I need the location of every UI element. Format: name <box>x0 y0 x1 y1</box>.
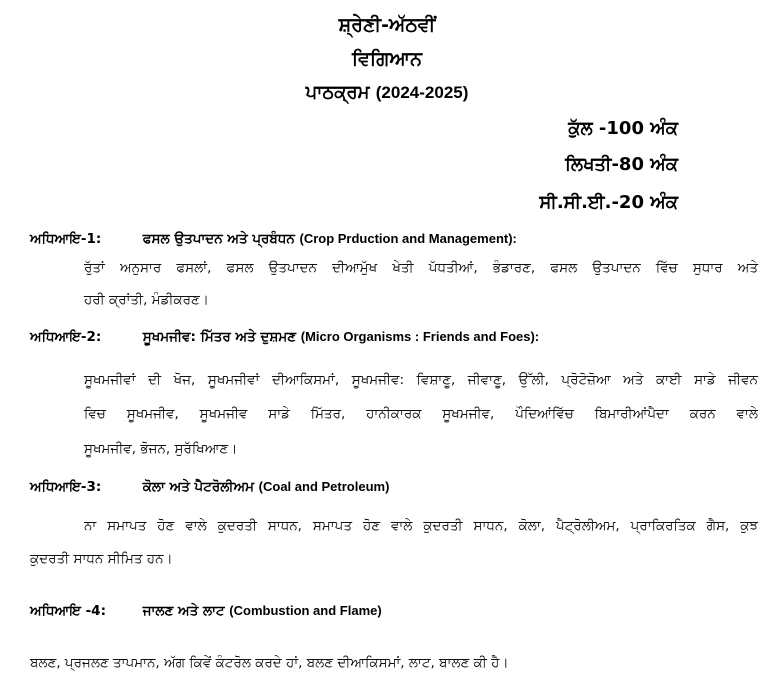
chapter-2-line-1: ਸੂਖਮਜੀਵਾਂ ਦੀ ਖੋਜ, ਸੂਖਮਜੀਵਾਂ ਦੀਆਕਿਸਮਾਂ, ਸੂਖਮਜੀਵ: ਵਿਸ਼ਾਣੂ, ਜੀਵਾਣੂ, ਉੱਲੀ, ਪ੍ਰੋਟੋਜ਼ੋਆ ਅਤੇ ਕਾਈ ਸਾਡੇ ਜੀਵਨ <box>84 372 758 388</box>
chapter-2-tag: ਅਧਿਆਇ-2: <box>30 329 102 345</box>
chapter-3-line-1: ਨਾ ਸਮਾਪਤ ਹੋਣ ਵਾਲੇ ਕੁਦਰਤੀ ਸਾਧਨ, ਸਮਾਪਤ ਹੋਣ ਵਾਲੇ ਕੁਦਰਤੀ ਸਾਧਨ, ਕੋਲਾ, ਪੈਟ੍ਰੋਲੀਅਮ, ਪ੍ਰਾਕਿਰਤਿਕ ਗੈਸ, ਕੁਝ <box>84 518 758 534</box>
chapter-1-line-1: ਰੁੱਤਾਂ ਅਨੁਸਾਰ ਫਸਲਾਂ, ਫਸਲ ਉਤਪਾਦਨ ਦੀਆਮੁੱਖ ਖੇਤੀ ਪੱਧਤੀਆਂ, ਭੰਡਾਰਣ, ਫਸਲ ਉਤਪਾਦਨ ਵਿੱਚ ਸੁਧਾਰ ਅਤੇ <box>84 260 758 276</box>
chapter-1-line-2: ਹਰੀ ਕ੍ਰਾਂਤੀ, ਮੰਡੀਕਰਣ। <box>84 292 209 308</box>
syllabus-label: ਪਾਠਕ੍ਰਮ <box>305 82 370 103</box>
chapter-1-english: (Crop Prduction and Management): <box>299 231 517 246</box>
chapter-1-tag: ਅਧਿਆਇ-1: <box>30 231 102 247</box>
class-heading: ਸ਼੍ਰੇਣੀ-ਅੱਠਵੀਂ <box>338 14 436 36</box>
written-marks: ਲਿਖਤੀ-80 ਅੰਕ <box>565 154 678 175</box>
subject-heading: ਵਿਗਿਆਨ <box>352 48 422 70</box>
chapter-3-line-2: ਕੁਦਰਤੀ ਸਾਧਨ ਸੀਮਿਤ ਹਨ। <box>30 551 173 567</box>
session-years: (2024-2025) <box>375 83 469 102</box>
chapter-2-english: (Micro Organisms : Friends and Foes): <box>300 329 540 344</box>
chapter-2-line-3: ਸੂਖਮਜੀਵ, ਭੋਜਨ, ਸੁਰੱਖਿਆਣ। <box>84 441 238 457</box>
chapter-2-line-2: ਵਿਚ ਸੂਖਮਜੀਵ, ਸੂਖਮਜੀਵ ਸਾਡੇ ਮਿੱਤਰ, ਹਾਨੀਕਾਰਕ ਸੂਖਮਜੀਵ, ਪੌਦਿਆਂਵਿੱਚ ਬਿਮਾਰੀਆਂਪੈਦਾ ਕਰਨ ਵਾਲੇ <box>84 406 758 422</box>
chapter-4-english: (Combustion and Flame) <box>229 603 382 618</box>
syllabus-heading <box>0 82 774 103</box>
chapter-2-title: ਸੂਖਮਜੀਵ: ਮਿੱਤਰ ਅਤੇ ਦੁਸ਼ਮਣ <box>142 329 297 345</box>
chapter-1-title: ਫਸਲ ਉਤਪਾਦਨ ਅਤੇ ਪ੍ਰਬੰਧਨ <box>142 231 295 247</box>
chapter-2-heading <box>30 329 539 345</box>
chapter-4-heading <box>30 603 382 619</box>
chapter-3-tag: ਅਧਿਆਇ-3: <box>30 479 102 495</box>
chapter-4-tag: ਅਧਿਆਇ -4: <box>30 603 106 619</box>
total-marks: ਕੁੱਲ -100 ਅੰਕ <box>568 118 678 139</box>
chapter-3-heading <box>30 479 389 495</box>
chapter-1-heading <box>30 231 517 247</box>
cce-marks: ਸੀ.ਸੀ.ਈ.-20 ਅੰਕ <box>539 192 678 213</box>
chapter-3-title: ਕੋਲਾ ਅਤੇ ਪੈਟਰੋਲੀਅਮ <box>142 479 254 495</box>
chapter-4-line-1: ਬਲਣ, ਪ੍ਰਜਲਣ ਤਾਪਮਾਨ, ਅੱਗ ਕਿਵੇਂ ਕੰਟਰੋਲ ਕਰਦੇ ਹਾਂ, ਬਲਣ ਦੀਆਕਿਸਮਾਂ, ਲਾਟ, ਬਾਲਣ ਕੀ ਹੈ। <box>30 655 509 671</box>
chapter-4-title: ਜਾਲਣ ਅਤੇ ਲਾਟ <box>142 603 225 619</box>
chapter-3-english: (Coal and Petroleum) <box>258 479 390 494</box>
